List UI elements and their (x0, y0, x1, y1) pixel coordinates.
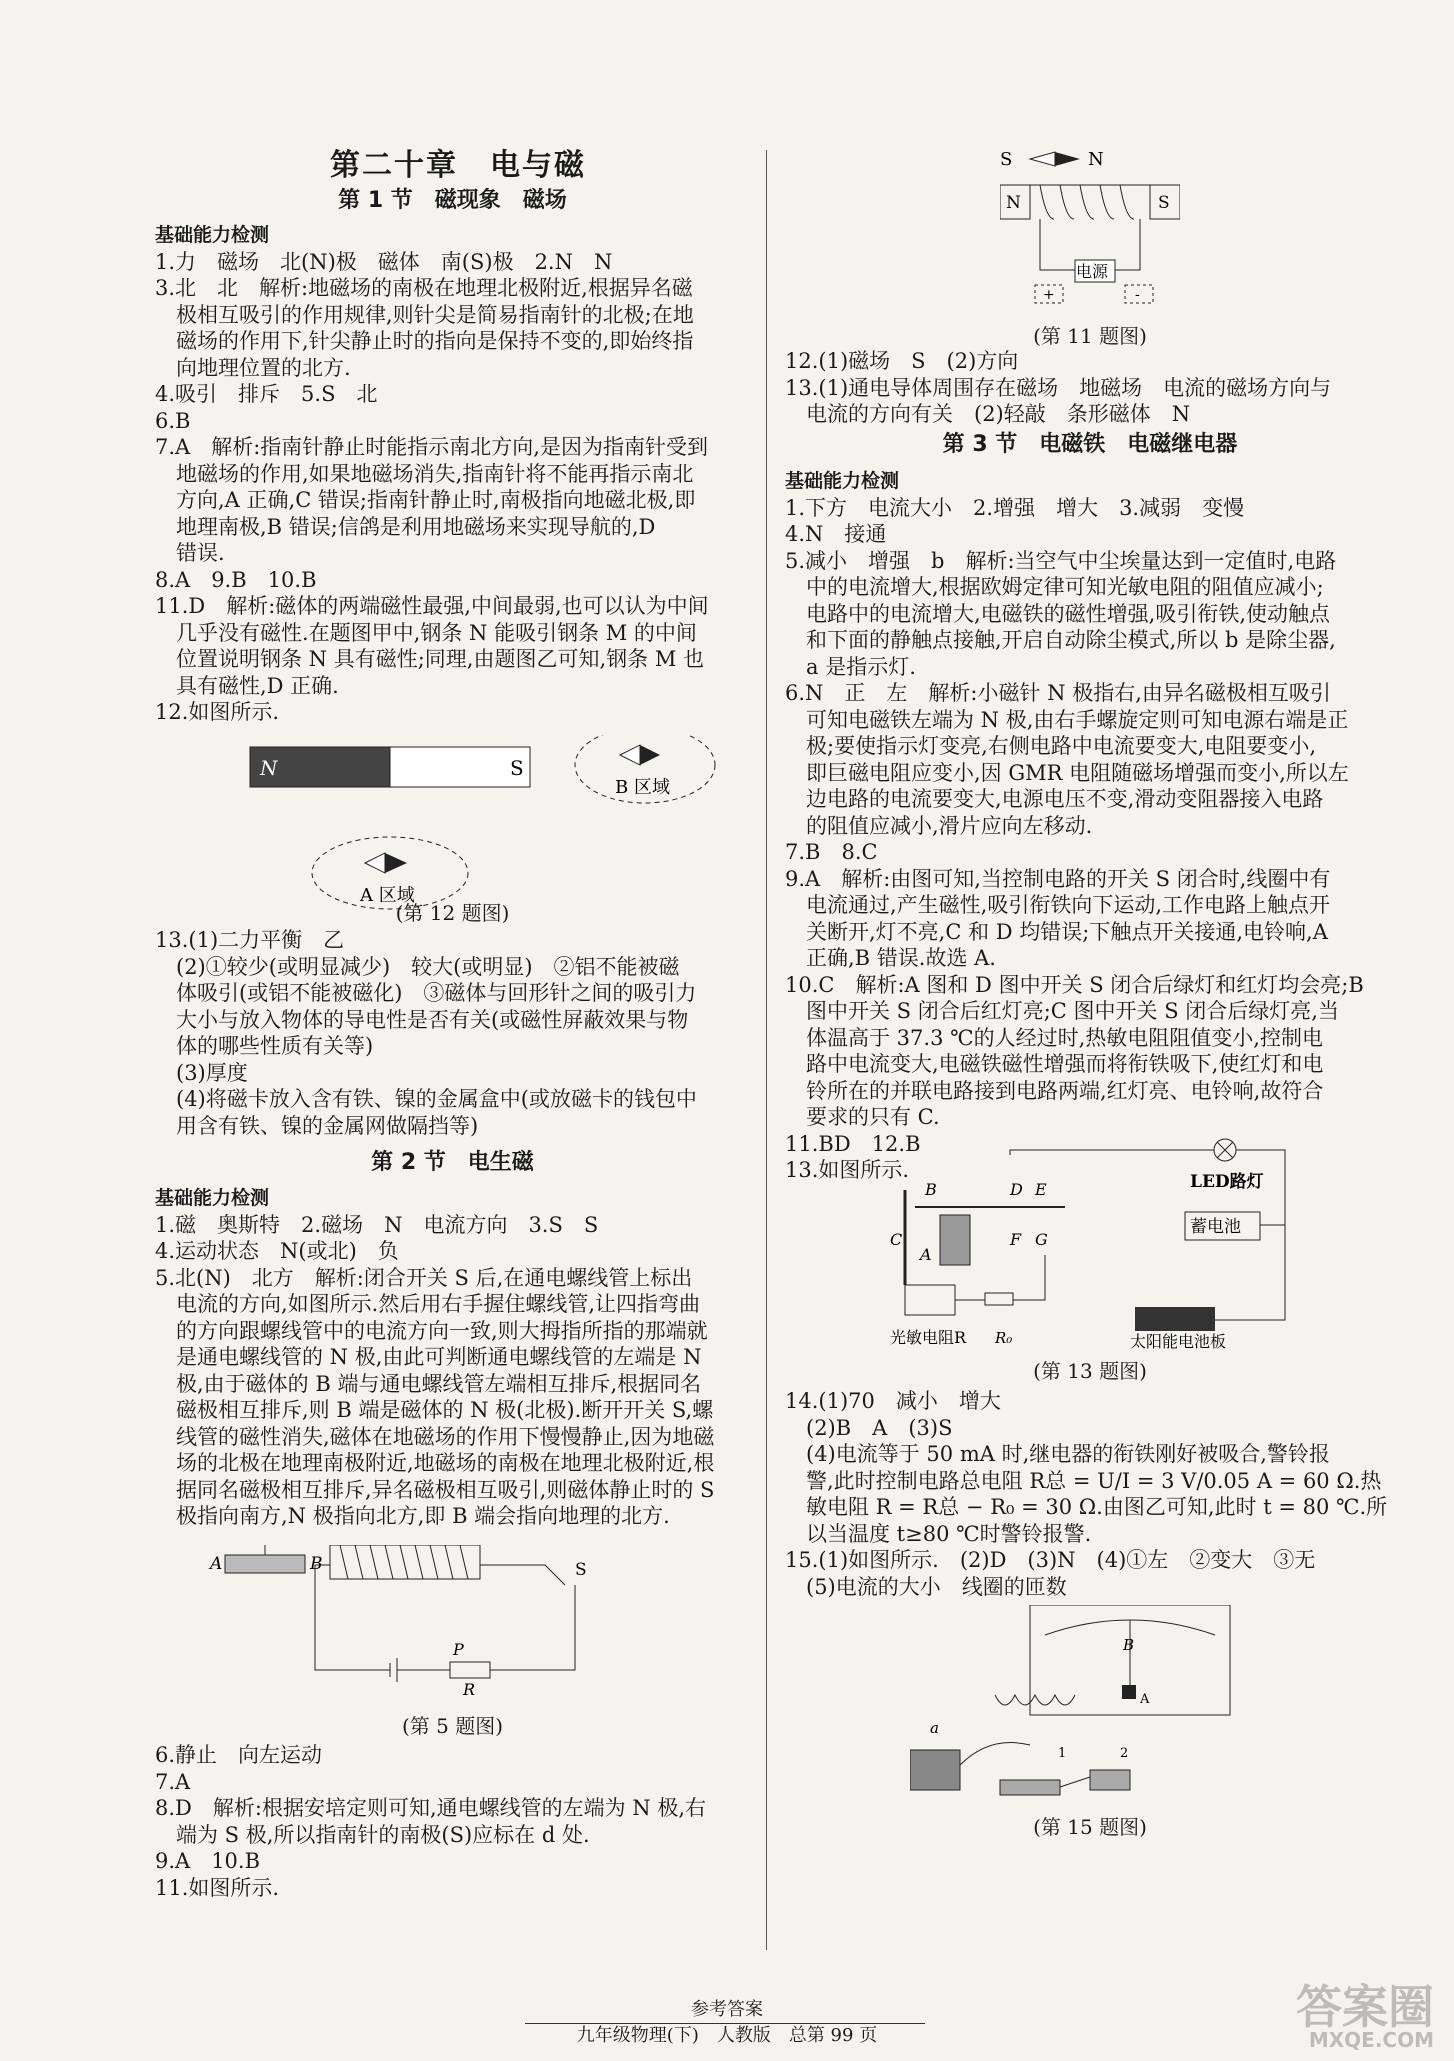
answer-line: (4)将磁卡放入含有铁、镍的金属盒中(或放磁卡的钱包中 (155, 1087, 697, 1111)
answer-line: 场的北极在地理南极附近,地磁场的南极在地理北极附近,根 (155, 1451, 715, 1475)
figure-12-caption: (第 12 题图) (395, 901, 510, 925)
answer-line: (5)电流的大小 线圈的匝数 (785, 1574, 1067, 1599)
answer-line: 4.N 接通 (785, 522, 887, 546)
answer-line: 4.吸引 排斥 5.S 北 (155, 382, 378, 406)
answer-line: (2)B A (3)S (785, 1415, 953, 1440)
answer-line: 磁场的作用下,针尖静止时的指向是保持不变的,即始终指 (155, 329, 694, 353)
answer-line: 的阻值应减小,滑片应向左移动. (785, 813, 1093, 838)
fig5-b-label: B (310, 1554, 323, 1574)
magnet-s-half (390, 747, 530, 787)
needle-b-left-icon (620, 745, 640, 765)
fig5-r-label: R (463, 1680, 476, 1695)
watermark-line2: MXQE.COM (1308, 2028, 1434, 2052)
answer-line: 电流通过,产生磁性,吸引衔铁向下运动,工作电路上触点开 (785, 893, 1331, 917)
fig13-g-label: G (1035, 1230, 1048, 1249)
answer-line: 铃所在的并联电路接到电路两端,红灯亮、电铃响,故符合 (785, 1078, 1324, 1103)
answer-line: 电流的方向有关 (2)轻敲 条形磁体 N (785, 402, 1191, 426)
answer-line: a 是指示灯. (785, 654, 916, 679)
answer-line: 警,此时控制电路总电阻 R总 = U/I = 3 V/0.05 A = 60 Ω.热 (785, 1468, 1382, 1493)
answer-line: (3)厚度 (155, 1060, 248, 1085)
answer-line: 6.B (155, 408, 191, 433)
answer-line: 6.N 正 左 解析:小磁针 N 极指右,由异名磁极相互吸引 (785, 681, 1331, 705)
answer-line: 的方向跟螺线管中的电流方向一致,则大拇指所指的那端就 (155, 1318, 708, 1343)
figure-11-caption: (第 11 题图) (1033, 324, 1147, 348)
battery (910, 1750, 960, 1790)
answer-line: 中的电流增大,根据欧姆定律可知光敏电阻的阻值应减小; (785, 575, 1324, 599)
answer-line: 用含有铁、镍的金属网做隔挡等) (155, 1113, 479, 1138)
fig15-a-label: A (1140, 1692, 1150, 1707)
answer-line: 正确,B 错误.故选 A. (785, 946, 996, 970)
answer-line: 地磁场的作用,如果地磁场消失,指南针将不能再指示南北 (155, 461, 694, 486)
answer-line: 据同名磁极相互排斥,异名磁极相互吸引,则磁体静止时的 S (155, 1477, 715, 1502)
answer-line: 5.北(N) 北方 解析:闭合开关 S 后,在通电螺线管上标出 (155, 1265, 693, 1290)
answer-line: 体吸引(或铝不能被磁化) ③磁体与回形针之间的吸引力 (155, 981, 697, 1005)
answer-line: 11.BD 12.B (785, 1131, 921, 1156)
figure-15-caption: (第 15 题图) (1033, 1815, 1147, 1839)
fig11-s-label: S (1000, 149, 1013, 170)
region-b-label: B 区域 (615, 777, 670, 798)
answer-line: 11.D 解析:磁体的两端磁性最强,中间最弱,也可以认为中间 (155, 594, 709, 618)
answer-line: 6.静止 向左运动 (155, 1743, 323, 1767)
answer-line: (4)电流等于 50 mA 时,继电器的衔铁刚好被吸合,警铃报 (785, 1442, 1330, 1466)
answer-line: 10.C 解析:A 图和 D 图中开关 S 闭合后绿灯和红灯均会亮;B (785, 972, 1364, 997)
needle-a-left-icon (365, 853, 385, 873)
fig13-led-label: LED路灯 (1190, 1172, 1264, 1192)
fig13-battery-label: 蓄电池 (1190, 1217, 1241, 1237)
answer-line: 14.(1)70 减小 增大 (785, 1389, 1001, 1413)
answer-line: 极指向南方,N 极指向北方,即 B 端会指向地理的北方. (155, 1504, 670, 1528)
fig5-p-label: P (453, 1640, 464, 1659)
solar-panel (1135, 1307, 1215, 1331)
figure-13-caption: (第 13 题图) (1033, 1359, 1147, 1383)
questions-14-15 (785, 1388, 1405, 1600)
answer-line: 极;要使指示灯变亮,右侧电路中电流要变大,电阻要变小, (785, 734, 1317, 758)
answer-line: (2)①较少(或明显减少) 较大(或明显) ②铝不能被磁 (155, 954, 680, 979)
section-2-body (155, 1185, 755, 1530)
section-1-body (155, 222, 755, 726)
answer-line: 7.B 8.C (785, 840, 878, 864)
fig15-two-label: 2 (1120, 1746, 1129, 1761)
fig11-core-n: N (1006, 193, 1021, 213)
answer-line: 是通电螺线管的 N 极,由此可判断通电螺线管的左端是 N (155, 1345, 702, 1369)
fig13-solar-label: 太阳能电池板 (1130, 1332, 1227, 1350)
answer-line: 1.磁 奥斯特 2.磁场 N 电流方向 3.S S (155, 1212, 599, 1237)
answer-line: 线管的磁性消失,磁体在地磁场的作用下慢慢静止,因为地磁 (155, 1424, 715, 1449)
answer-line: 7.A 解析:指南针静止时能指示南北方向,是因为指南针受到 (155, 435, 708, 459)
answer-line: 以当温度 t≥80 ℃时警铃报警. (785, 1521, 1092, 1546)
answer-line: 敏电阻 R = R总 − R₀ = 30 Ω.由图乙可知,此时 t = 80 ℃.所 (785, 1495, 1388, 1519)
answer-line: 方向,A 正确,C 错误;指南针静止时,南极指向地磁北极,即 (155, 488, 696, 512)
figure-15 (910, 1605, 1290, 1810)
answer-line: 磁极相互排斥,则 B 端是磁体的 N 极(北极).断开开关 S,螺 (155, 1398, 714, 1422)
answer-line: 5.减小 增强 b 解析:当空气中尘埃量达到一定值时,电路 (785, 548, 1337, 573)
fig13-b-label: B (925, 1180, 937, 1199)
column-divider (766, 150, 767, 1950)
answer-line: 错误. (155, 541, 225, 565)
answer-line: 边电路的电流要变大,电源电压不变,滑动变阻器接入电路 (785, 787, 1324, 811)
footer-top: 参考答案 (691, 1999, 763, 2020)
fig13-r0-label: R₀ (995, 1329, 1013, 1347)
figure-13 (885, 1135, 1305, 1350)
answer-line: 几乎没有磁性.在题图甲中,钢条 N 能吸引钢条 M 的中间 (155, 620, 697, 645)
answer-line: 7.A (155, 1769, 191, 1794)
answer-line: 13.(1)二力平衡 乙 (155, 928, 345, 952)
answer-line: 体温高于 37.3 ℃的人经过时,热敏电阻阻值变小,控制电 (785, 1025, 1323, 1050)
switch-15 (1090, 1770, 1130, 1790)
figure-5 (205, 1545, 665, 1695)
answer-line: 8.D 解析:根据安培定则可知,通电螺线管的左端为 N 极,右 (155, 1796, 707, 1820)
needle-a-right-icon (385, 853, 407, 873)
fig5-a-label: A (210, 1554, 223, 1574)
answer-line: 即巨磁电阻应变小,因 GMR 电阻随磁场增强而变小,所以左 (785, 760, 1349, 785)
fig11-minus: - (1135, 287, 1140, 303)
figure-5-caption: (第 5 题图) (401, 1714, 504, 1738)
rheostat-15 (1000, 1780, 1060, 1795)
chapter-title: 第二十章 电与磁 (330, 148, 586, 183)
answer-line: 12.如图所示. (155, 700, 280, 724)
fig13-e-label: E (1035, 1180, 1047, 1199)
answer-line: 9.A 10.B (155, 1849, 261, 1873)
answer-line: 15.(1)如图所示. (2)D (3)N (4)①左 ②变大 ③无 (785, 1548, 1316, 1572)
rheostat (450, 1662, 490, 1678)
fig11-core-s: S (1158, 193, 1170, 213)
answer-line: 1.下方 电流大小 2.增强 增大 3.减弱 变慢 (785, 495, 1245, 520)
answer-line: 和下面的静触点接触,开启自动除尘模式,所以 b 是除尘器, (785, 628, 1336, 652)
answer-line: 13.(1)通电导体周围存在磁场 地磁场 电流的磁场方向与 (785, 375, 1332, 400)
answer-line: 图中开关 S 闭合后红灯亮;C 图中开关 S 闭合后绿灯亮,当 (785, 999, 1339, 1023)
magnet-s-label: S (510, 756, 524, 780)
answer-line: 大小与放入物体的导电性是否有关(或磁性屏蔽效果与物 (155, 1007, 689, 1032)
fig5-s-label: S (575, 1560, 587, 1580)
answer-line: 电路中的电流增大,电磁铁的磁性增强,吸引衔铁,使动触点 (785, 601, 1331, 626)
fig13-photo-label: 光敏电阻R (890, 1328, 967, 1347)
questions-12-13 (785, 348, 1405, 428)
region-a-label: A 区域 (360, 885, 415, 906)
section-2-subtitle: 基础能力检测 (155, 1187, 270, 1209)
section-3-title: 第 3 节 电磁铁 电磁继电器 (942, 432, 1238, 457)
question-13 (155, 927, 755, 1139)
fig13-d-label: D (1010, 1180, 1023, 1199)
answer-line: 可知电磁铁左端为 N 极,由右手螺旋定则可知电源右端是正 (785, 707, 1349, 732)
section-1-title: 第 1 节 磁现象 磁场 (338, 188, 567, 213)
answer-line: 要求的只有 C. (785, 1105, 940, 1129)
fig11-power-label: 电源 (1076, 262, 1109, 281)
fig13-c-label: C (890, 1230, 903, 1249)
fig15-one-label: 1 (1058, 1746, 1067, 1761)
answer-line: 3.北 北 解析:地磁场的南极在地理北极附近,根据异名磁 (155, 276, 693, 300)
answer-line: 极相互吸引的作用规律,则针尖是简易指南针的北极;在地 (155, 302, 694, 327)
fig13-f-label: F (1010, 1230, 1022, 1249)
section-2-title: 第 2 节 电生磁 (371, 1150, 534, 1175)
page-footer (0, 1995, 1454, 2047)
solenoid (330, 1545, 480, 1579)
answer-line: 极,由于磁体的 B 端与通电螺线管左端相互排斥,根据同名 (155, 1371, 702, 1396)
answer-line: 体的哪些性质有关等) (155, 1034, 374, 1058)
section-1-subtitle: 基础能力检测 (155, 224, 270, 246)
watermark-line1: 答案圈 (1296, 1980, 1434, 2034)
answer-line: 端为 S 极,所以指南针的南极(S)应标在 d 处. (155, 1822, 590, 1847)
answer-line: 4.运动状态 N(或北) 负 (155, 1239, 399, 1263)
needle-b-right-icon (640, 745, 660, 765)
answer-line: 13.如图所示. (785, 1158, 910, 1182)
figure-11 (1000, 145, 1180, 315)
answer-line: 路中电流变大,电磁铁磁性增强而将衔铁吸下,使红灯和电 (785, 1052, 1324, 1076)
fig11-n-label: N (1088, 149, 1104, 170)
answer-line: 9.A 解析:由图可知,当控制电路的开关 S 闭合时,线圈中有 (785, 866, 1331, 891)
fig11-plus: + (1043, 287, 1055, 303)
answer-line: 位置说明钢条 N 具有磁性;同理,由题图乙可知,钢条 M 也 (155, 647, 705, 671)
answer-line: 8.A 9.B 10.B (155, 567, 317, 592)
bar-magnet (225, 1555, 305, 1573)
answer-line: 地理南极,B 错误;信鸽是利用地磁场来实现导航的,D (155, 514, 656, 539)
magnet-n-label: N (260, 756, 278, 780)
section-3-body (785, 468, 1405, 1184)
answer-line: 电流的方向,如图所示.然后用右手握住螺线管,让四指弯曲 (155, 1292, 701, 1316)
answer-line: 11.如图所示. (155, 1875, 280, 1900)
footer-bottom: 九年级物理(下) 人教版 总第 99 页 (576, 2025, 878, 2046)
answer-line: 12.(1)磁场 S (2)方向 (785, 349, 1019, 373)
answer-line: 向地理位置的北方. (155, 355, 351, 380)
fig15-b-label: B (1123, 1636, 1135, 1654)
section-3-subtitle: 基础能力检测 (785, 470, 900, 492)
fig15-wire-a-label: a (930, 1719, 939, 1737)
fig13-a-label: A (920, 1245, 932, 1264)
watermark (1296, 1980, 1434, 2052)
answer-line: 具有磁性,D 正确. (155, 673, 339, 698)
section-2-tail (155, 1742, 755, 1901)
answer-line: 1.力 磁场 北(N)极 磁体 南(S)极 2.N N (155, 249, 613, 274)
answer-line: 关断开,灯不亮,C 和 D 均错误;下触点开关接通,电铃响,A (785, 919, 1328, 944)
electromagnet (940, 1215, 970, 1265)
